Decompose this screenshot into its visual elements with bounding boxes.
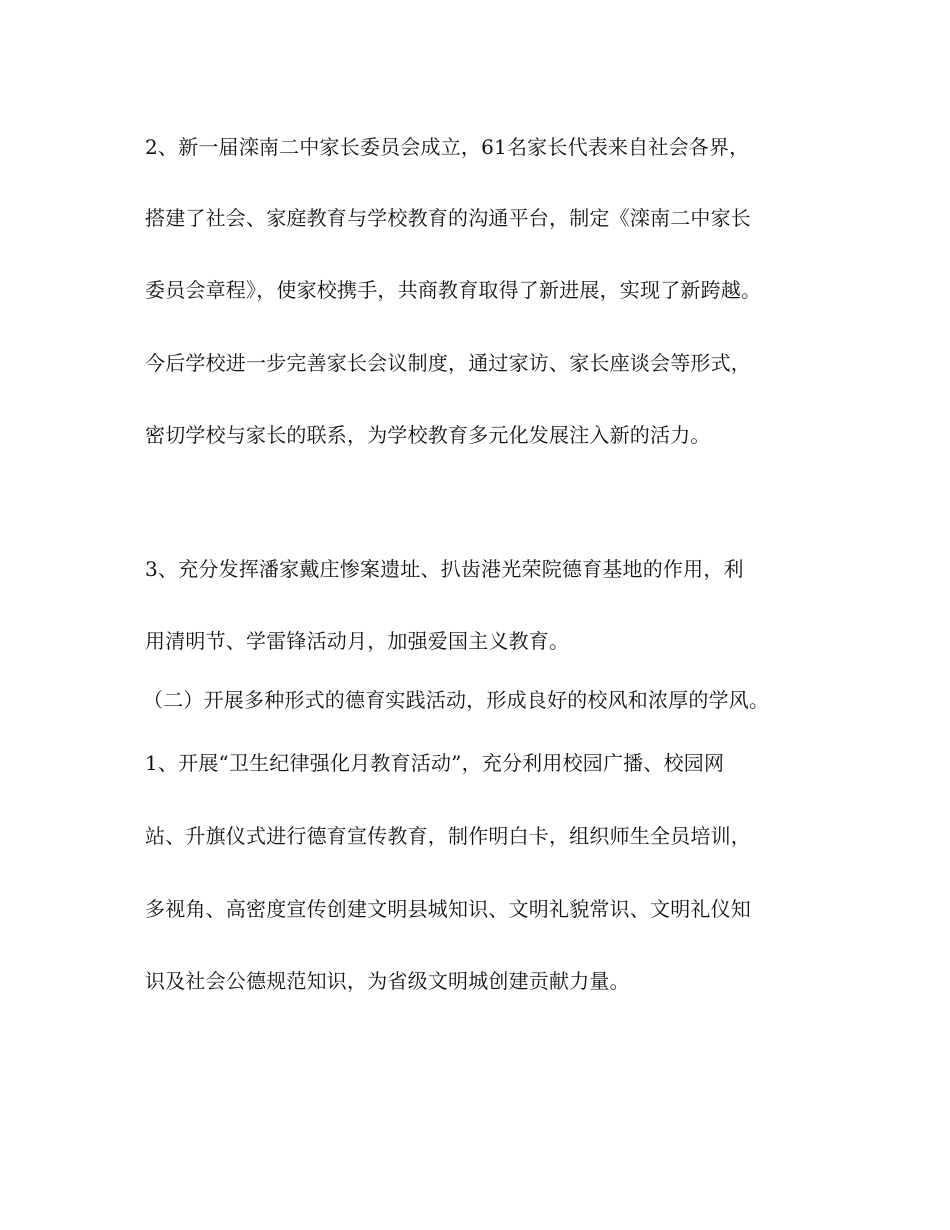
text-line-11: 多视角、高密度宣传创建文明县城知识、文明礼貌常识、文明礼仪知 xyxy=(145,897,751,921)
text-line-9: 1、开展“卫生纪律强化月教育活动”，充分利用校园广播、校园网 xyxy=(145,751,725,775)
text-line-7: 用清明节、学雷锋活动月，加强爱国主义教育。 xyxy=(145,629,570,653)
text-line-12: 识及社会公德规范知识，为省级文明城创建贡献力量。 xyxy=(145,969,630,993)
section-heading: （二）开展多种形式的德育实践活动，形成良好的校风和浓厚的学风。 xyxy=(143,688,770,712)
text-line-5: 密切学校与家长的联系，为学校教育多元化发展注入新的活力。 xyxy=(145,423,711,447)
text-line-3: 委员会章程》，使家校携手，共商教育取得了新进展，实现了新跨越。 xyxy=(145,278,762,302)
text-line-2: 搭建了社会、家庭教育与学校教育的沟通平台，制定《滦南二中家长 xyxy=(145,206,751,230)
text-line-4: 今后学校进一步完善家长会议制度，通过家访、家长座谈会等形式， xyxy=(145,351,751,375)
text-line-10: 站、升旗仪式进行德育宣传教育，制作明白卡，组织师生全员培训， xyxy=(145,824,751,848)
text-line-6: 3、充分发挥潘家戴庄惨案遗址、扒齿港光荣院德育基地的作用，利 xyxy=(145,557,744,581)
text-line-1: 2、新一届滦南二中家长委员会成立，61名家长代表来自社会各界， xyxy=(145,135,750,159)
